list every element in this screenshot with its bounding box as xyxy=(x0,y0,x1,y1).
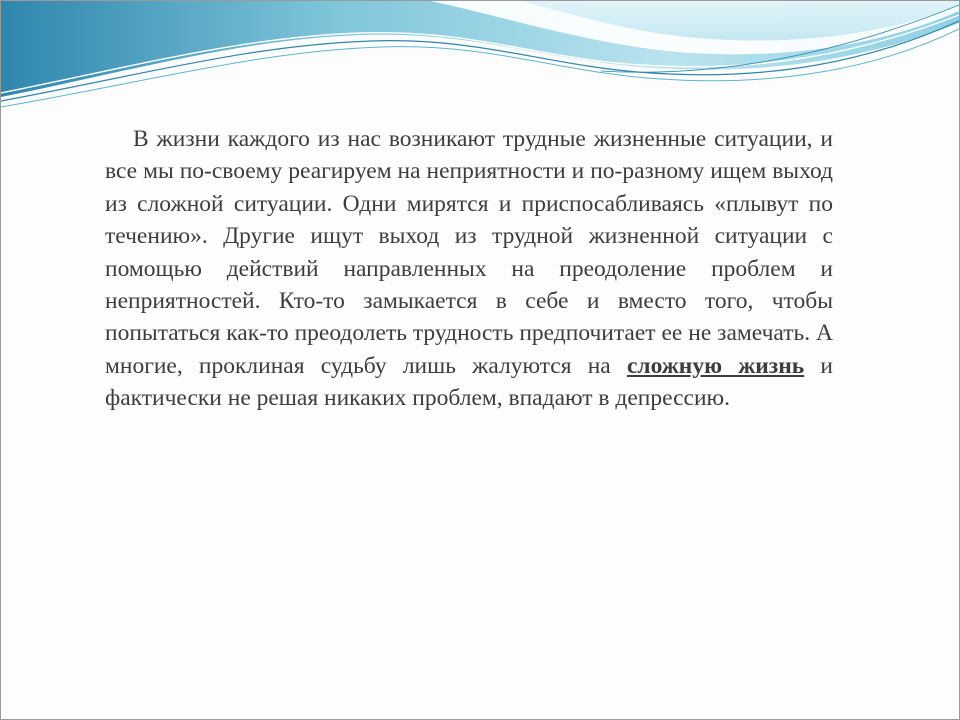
header-wave-decoration xyxy=(1,1,959,113)
paragraph-text-before-link: В жизни каждого из нас возникают трудные жизненные ситуации, и все мы по-своему реагируем на неприятности и по-разному ищем выход из сложной ситуации. Одни мирятся и приспосабливаясь «плывут по течению». Другие ищут выход из трудной жизненной ситуации с помощью действий направленных на преодоление проблем и неприятностей. Кто-то замыкается в себе и вместо того, чтобы попытаться как-то преодолеть трудность предпочитает ее не замечать. А многие, проклиная судьбу лишь жалуются на xyxy=(105,126,833,379)
body-paragraph xyxy=(105,123,833,415)
paragraph-text-after-link: и фактически не решая никаких проблем, впадают в депрессию. xyxy=(105,352,833,412)
hyperlink-complex-life[interactable]: сложную жизнь xyxy=(626,352,805,379)
